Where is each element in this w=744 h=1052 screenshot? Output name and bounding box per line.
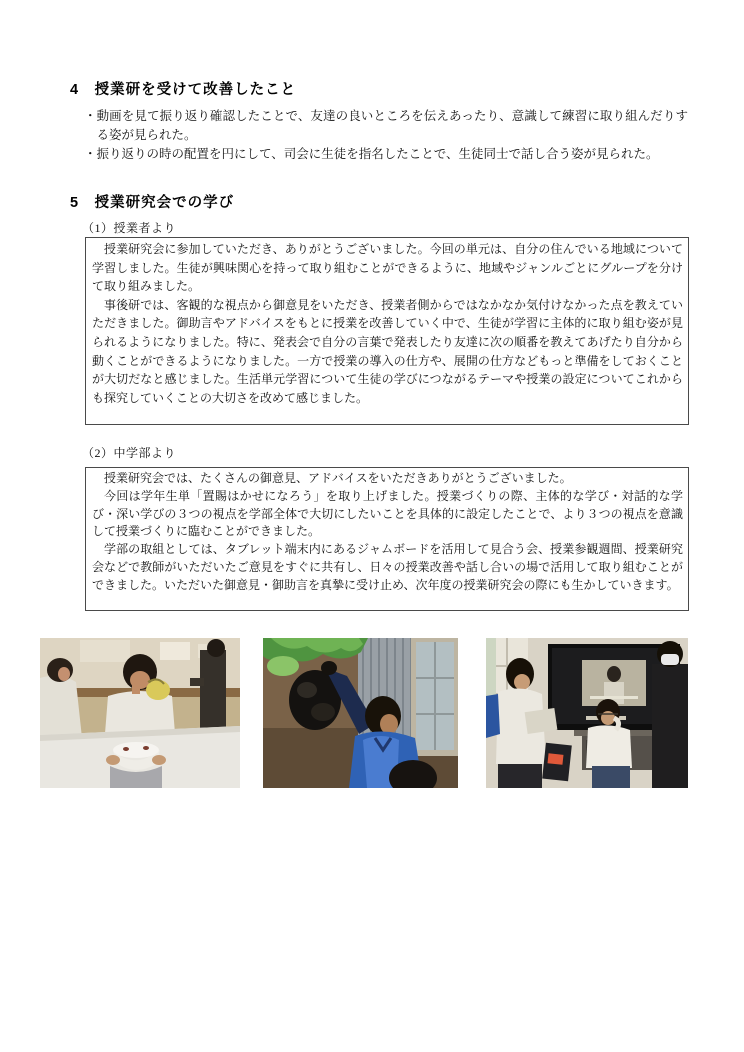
paragraph: 事後研では、客観的な視点から御意見をいただき、授業者側からではなかなか気付けなかった点を教えていただきました。御助言やアドバイスをもとに授業を改善していく中で、生徒が学習に主体的に取り組む姿が見られるようになりました。特に、発表会で自分の言葉で発表したり友達に次の順番を教えてあげたり自分から動くことができるようになりました。一方で授業の導入の仕方や、展開の仕方などもっと準備をしておくことが大切だなと感じました。生活単元学習について生徒の学びにつながるテーマや授業の設定についてこれからも探究していくことの大切さを改めて感じました。 xyxy=(92,297,683,405)
section4-bullet-list xyxy=(84,107,688,164)
photo-students-presenting-tv xyxy=(486,638,688,788)
paragraph: 授業研究会では、たくさんの御意見、アドバイスをいただきありがとうございました。 xyxy=(104,471,572,485)
photo-classroom-student-with-bowl-image xyxy=(40,638,240,788)
subsection1-label: （1）授業者より xyxy=(82,221,177,235)
photo-classroom-student-with-bowl xyxy=(40,638,240,788)
section4-heading: 4 授業研を受けて改善したこと xyxy=(70,82,297,98)
paragraph: 学部の取組としては、タブレット端末内にあるジャムボードを活用して見合う会、授業参観週間、授業研究会などで教師がいただいたご意見をすぐに共有し、日々の授業改善や話し合いの場で活用して取り組むことができました。いただいた御意見・御助言を真摯に受け止め、次年度の授業研究会の際にも生かしていきます。 xyxy=(92,542,683,592)
photo-students-presenting-tv-image xyxy=(486,638,688,788)
bullet-item: ・振り返りの時の配置を円にして、司会に生徒を指名したことで、生徒同士で話し合う姿が見られた。 xyxy=(84,147,659,161)
junior-high-comment-box xyxy=(85,467,689,611)
paragraph: 授業研究会に参加していただき、ありがとうございました。今回の単元は、自分の住んでいる地域について学習しました。生徒が興味関心を持って取り組むことができるように、地域やジャンルごとにグループを分けて取り組みました。 xyxy=(92,242,683,294)
photo-student-blue-jacket-image xyxy=(263,638,458,788)
section5-heading: 5 授業研究会での学び xyxy=(70,195,235,211)
paragraph: 今回は学年生単「置賜はかせになろう」を取り上げました。授業づくりの際、主体的な学び・対話的な学び・深い学びの３つの視点を学部全体で大切にしたいことを具体的に設定したことで、より３つの視点を意識して授業づくりに臨むことができました。 xyxy=(92,488,683,539)
teacher-comment-box xyxy=(85,237,689,425)
subsection2-label: （2）中学部より xyxy=(82,446,177,460)
bullet-item: ・動画を見て振り返り確認したことで、友達の良いところを伝えあったり、意識して練習に取り組んだりする姿が見られた。 xyxy=(84,109,688,142)
photo-student-blue-jacket-wall-display xyxy=(263,638,458,788)
